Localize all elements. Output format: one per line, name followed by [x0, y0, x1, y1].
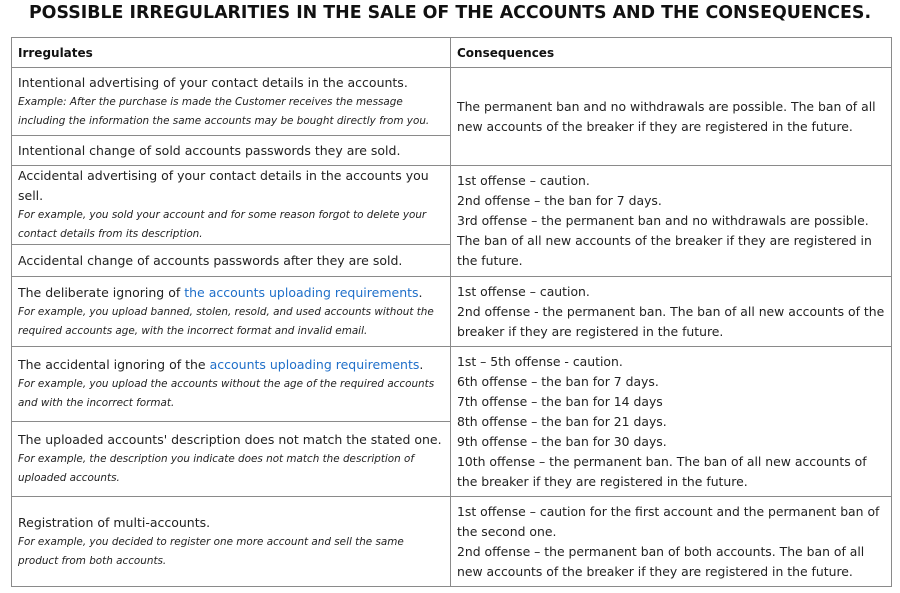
consequence-line: 1st offense – caution.	[457, 283, 590, 299]
irregularity-cell	[12, 347, 451, 422]
consequence-line: 1st offense – caution for the first account and the permanent ban of the second one.	[457, 503, 880, 539]
irregularity-text: Accidental change of accounts passwords after they are sold.	[18, 252, 403, 268]
consequence-cell	[451, 347, 892, 497]
consequence-line: 2nd offense – the permanent ban of both accounts. The ban of all new accounts of the breaker if they are registered in the future.	[457, 543, 865, 579]
consequence-cell	[451, 277, 892, 347]
irregularity-example: For example, you upload the accounts without the age of the required accounts and with the incorrect format.	[18, 378, 435, 409]
irregularity-text: Registration of multi-accounts.	[18, 514, 211, 530]
irregularity-text-after: .	[419, 357, 424, 372]
irregularity-cell	[12, 166, 451, 245]
table-row	[12, 166, 892, 245]
irregularity-cell	[12, 245, 451, 277]
consequence-line: 9th offense – the ban for 30 days.	[457, 433, 667, 449]
irregularity-example: For example, you upload banned, stolen, resold, and used accounts without the required accounts age, with the incorrect format and invalid email.	[18, 305, 434, 337]
irregularity-text	[18, 283, 444, 303]
table-row	[12, 68, 892, 136]
page-title: POSSIBLE IRREGULARITIES IN THE SALE OF THE ACCOUNTS AND THE CONSEQUENCES.	[28, 3, 872, 23]
irregularities-table	[11, 37, 892, 587]
consequence-line: 3rd offense – the permanent ban and no withdrawals are possible. The ban of all new accounts of the breaker if they are registered in the future.	[457, 213, 872, 268]
consequence-line: 2nd offense – the ban for 7 days.	[457, 193, 662, 208]
table-row	[12, 347, 892, 422]
consequence-cell	[451, 166, 892, 277]
irregularity-example: For example, you decided to register one more account and sell the same product from both accounts.	[18, 535, 404, 567]
consequence-line: 10th offense – the permanent ban. The ban of all new accounts of the breaker if they are registered in the future.	[457, 453, 867, 489]
consequence-line: 2nd offense - the permanent ban. The ban of all new accounts of the breaker if they are registered in the future.	[457, 303, 885, 339]
consequence-line: 8th offense – the ban for 21 days.	[457, 413, 667, 429]
irregularity-text-before: The deliberate ignoring of	[18, 284, 185, 300]
irregularity-cell	[12, 277, 451, 347]
irregularity-text-before: The accidental ignoring of the	[18, 357, 210, 372]
irregularity-cell	[12, 68, 451, 136]
consequence-line: 7th offense – the ban for 14 days	[457, 393, 663, 409]
consequence-line: 1st offense – caution.	[457, 173, 590, 188]
column-header-consequences: Consequences	[451, 38, 892, 68]
irregularity-cell	[12, 136, 451, 166]
upload-requirements-link[interactable]: accounts uploading requirements	[209, 357, 420, 372]
irregularity-text: The uploaded accounts' description does not match the stated one.	[18, 432, 442, 447]
consequence-cell	[451, 68, 892, 166]
irregularity-text: Accidental advertising of your contact details in the accounts you sell.	[18, 168, 429, 203]
consequence-line: 1st – 5th offense - caution.	[457, 353, 623, 369]
column-header-irregulates: Irregulates	[12, 38, 451, 68]
irregularity-text	[18, 355, 444, 375]
upload-requirements-link[interactable]: the accounts uploading requirements	[184, 284, 419, 300]
irregularity-example: For example, the description you indicate does not match the description of uploaded accounts.	[18, 453, 415, 484]
consequence-line: The permanent ban and no withdrawals are possible. The ban of all new accounts of the breaker if they are registered in the future.	[457, 98, 876, 134]
table-row	[12, 497, 892, 587]
irregularity-text-after: .	[418, 284, 423, 300]
irregularity-cell	[12, 422, 451, 497]
irregularity-example: Example: After the purchase is made the Customer receives the message including the information the same accounts may be bought directly from you.	[18, 95, 430, 127]
table-header-row	[12, 38, 892, 68]
irregularity-cell	[12, 497, 451, 587]
consequence-cell	[451, 497, 892, 587]
consequence-line: 6th offense – the ban for 7 days.	[457, 373, 659, 389]
table-row	[12, 277, 892, 347]
irregularity-text: Intentional change of sold accounts passwords they are sold.	[18, 142, 401, 158]
irregularity-example: For example, you sold your account and for some reason forgot to delete your contact details from its description.	[18, 209, 427, 240]
irregularity-text: Intentional advertising of your contact details in the accounts.	[18, 74, 408, 90]
